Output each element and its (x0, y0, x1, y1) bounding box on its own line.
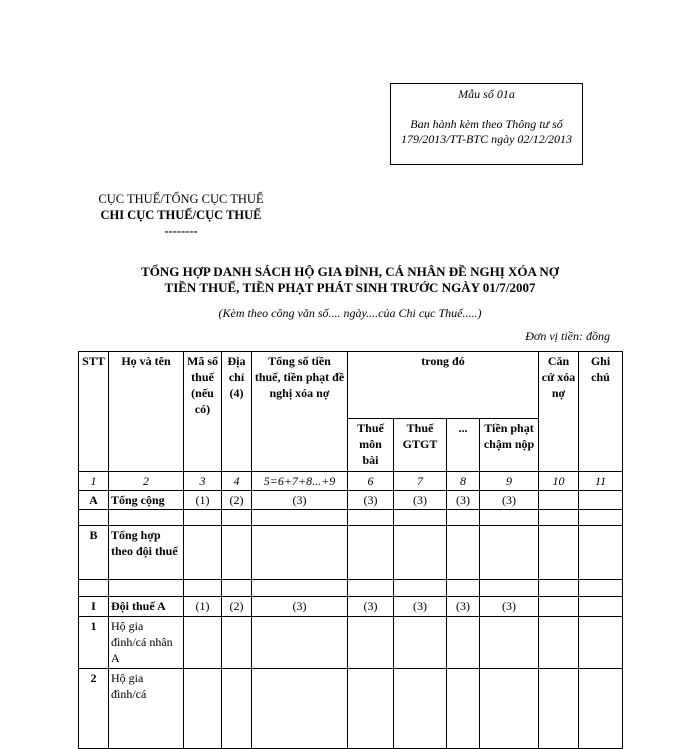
row-cell (480, 526, 539, 580)
table-row (79, 510, 623, 526)
header-basis: Căn cứ xóa nợ (539, 352, 579, 472)
row-cell (394, 526, 447, 580)
row-cell (184, 669, 222, 749)
row-cell (447, 580, 480, 597)
row-cell (447, 617, 480, 669)
row-cell: (3) (394, 597, 447, 617)
row-cell (184, 510, 222, 526)
row-cell: (3) (252, 597, 348, 617)
row-cell (579, 526, 623, 580)
row-cell (394, 510, 447, 526)
column-number: 4 (222, 472, 252, 491)
row-cell (394, 617, 447, 669)
row-cell (252, 526, 348, 580)
table-row (79, 491, 623, 510)
header-other: ... (447, 419, 480, 472)
column-number-row (79, 472, 623, 491)
row-cell (252, 669, 348, 749)
row-cell (252, 617, 348, 669)
form-code: Mẫu số 01a (458, 87, 515, 101)
column-number: 6 (348, 472, 394, 491)
row-cell: (3) (348, 597, 394, 617)
document-title (80, 264, 620, 296)
row-stt: 2 (79, 669, 109, 749)
row-cell (222, 617, 252, 669)
agency-divider: -------- (164, 224, 198, 238)
row-cell (579, 510, 623, 526)
row-name (109, 510, 184, 526)
header-stt: STT (79, 352, 109, 472)
row-cell (348, 526, 394, 580)
header-of-which: trong đó (348, 352, 539, 419)
row-cell (539, 617, 579, 669)
row-cell (579, 669, 623, 749)
row-cell (480, 580, 539, 597)
header-license-tax: Thuế môn bài (348, 419, 394, 472)
row-cell (184, 617, 222, 669)
row-cell (539, 510, 579, 526)
column-number: 1 (79, 472, 109, 491)
column-number: 10 (539, 472, 579, 491)
row-cell (252, 580, 348, 597)
column-number: 8 (447, 472, 480, 491)
row-name (109, 580, 184, 597)
row-stt: A (79, 491, 109, 510)
row-cell (348, 510, 394, 526)
row-cell: (3) (447, 491, 480, 510)
title-line-1: TỔNG HỢP DANH SÁCH HỘ GIA ĐÌNH, CÁ NHÂN ĐỀ NGHỊ XÓA NỢ (141, 264, 559, 279)
row-cell (539, 597, 579, 617)
row-cell (579, 597, 623, 617)
row-cell: (1) (184, 491, 222, 510)
header-vat: Thuế GTGT (394, 419, 447, 472)
row-stt (79, 510, 109, 526)
row-cell (480, 669, 539, 749)
header-row-1 (79, 352, 623, 419)
row-cell: (3) (348, 491, 394, 510)
column-number: 5=6+7+8...+9 (252, 472, 348, 491)
table-row (79, 617, 623, 669)
row-cell (184, 580, 222, 597)
row-cell (447, 669, 480, 749)
row-stt: I (79, 597, 109, 617)
row-cell (222, 669, 252, 749)
row-cell (539, 526, 579, 580)
row-cell (222, 510, 252, 526)
row-cell (394, 580, 447, 597)
title-line-2: TIỀN THUẾ, TIỀN PHẠT PHÁT SINH TRƯỚC NGÀY 01/7/2007 (164, 280, 536, 295)
header-note: Ghi chú (579, 352, 623, 472)
row-cell: (3) (447, 597, 480, 617)
table-row (79, 669, 623, 749)
row-cell (348, 580, 394, 597)
header-address: Địa chỉ (4) (222, 352, 252, 472)
row-cell (222, 526, 252, 580)
row-cell (480, 510, 539, 526)
row-name: Hộ gia đình/cá (109, 669, 184, 749)
column-number: 2 (109, 472, 184, 491)
row-cell (348, 617, 394, 669)
row-cell (184, 526, 222, 580)
header-total: Tổng số tiền thuế, tiền phạt đề nghị xóa nợ (252, 352, 348, 472)
row-cell: (3) (394, 491, 447, 510)
row-stt (79, 580, 109, 597)
document-subtitle: (Kèm theo công văn số.... ngày....của Chi cục Thuế.....) (218, 306, 482, 320)
debt-table (78, 351, 623, 749)
form-issued-by: Ban hành kèm theo Thông tư số 179/2013/TT-BTC ngày 02/12/2013 (400, 117, 573, 146)
row-cell (579, 491, 623, 510)
row-cell (252, 510, 348, 526)
row-stt: B (79, 526, 109, 580)
row-cell (394, 669, 447, 749)
column-number: 11 (579, 472, 623, 491)
row-cell (539, 491, 579, 510)
column-number: 3 (184, 472, 222, 491)
table-row (79, 526, 623, 580)
header-late-penalty: Tiền phạt chậm nộp (480, 419, 539, 472)
row-cell: (3) (252, 491, 348, 510)
row-cell: (3) (480, 597, 539, 617)
row-cell: (1) (184, 597, 222, 617)
row-stt: 1 (79, 617, 109, 669)
row-cell (348, 669, 394, 749)
row-cell (447, 526, 480, 580)
row-cell: (3) (480, 491, 539, 510)
currency-unit: Đơn vị tiền: đồng (525, 329, 610, 343)
row-name: Hộ gia đình/cá nhân A (109, 617, 184, 669)
agency-main: CỤC THUẾ/TỔNG CỤC THUẾ (98, 192, 264, 206)
row-cell: (2) (222, 597, 252, 617)
column-number: 7 (394, 472, 447, 491)
table-row (79, 580, 623, 597)
row-cell (579, 580, 623, 597)
table-row (79, 597, 623, 617)
row-name: Tổng cộng (109, 491, 184, 510)
row-cell (447, 510, 480, 526)
agency-block (70, 191, 292, 239)
row-cell (539, 669, 579, 749)
header-name: Họ và tên (109, 352, 184, 472)
row-cell (539, 580, 579, 597)
agency-sub: CHI CỤC THUẾ/CỤC THUẾ (100, 208, 262, 222)
row-name: Tổng hợp theo đội thuế (109, 526, 184, 580)
row-name: Đội thuế A (109, 597, 184, 617)
row-cell (222, 580, 252, 597)
column-number: 9 (480, 472, 539, 491)
row-cell (480, 617, 539, 669)
row-cell: (2) (222, 491, 252, 510)
header-tax-code: Mã số thuế (nếu có) (184, 352, 222, 472)
row-cell (579, 617, 623, 669)
form-code-box (390, 83, 583, 165)
